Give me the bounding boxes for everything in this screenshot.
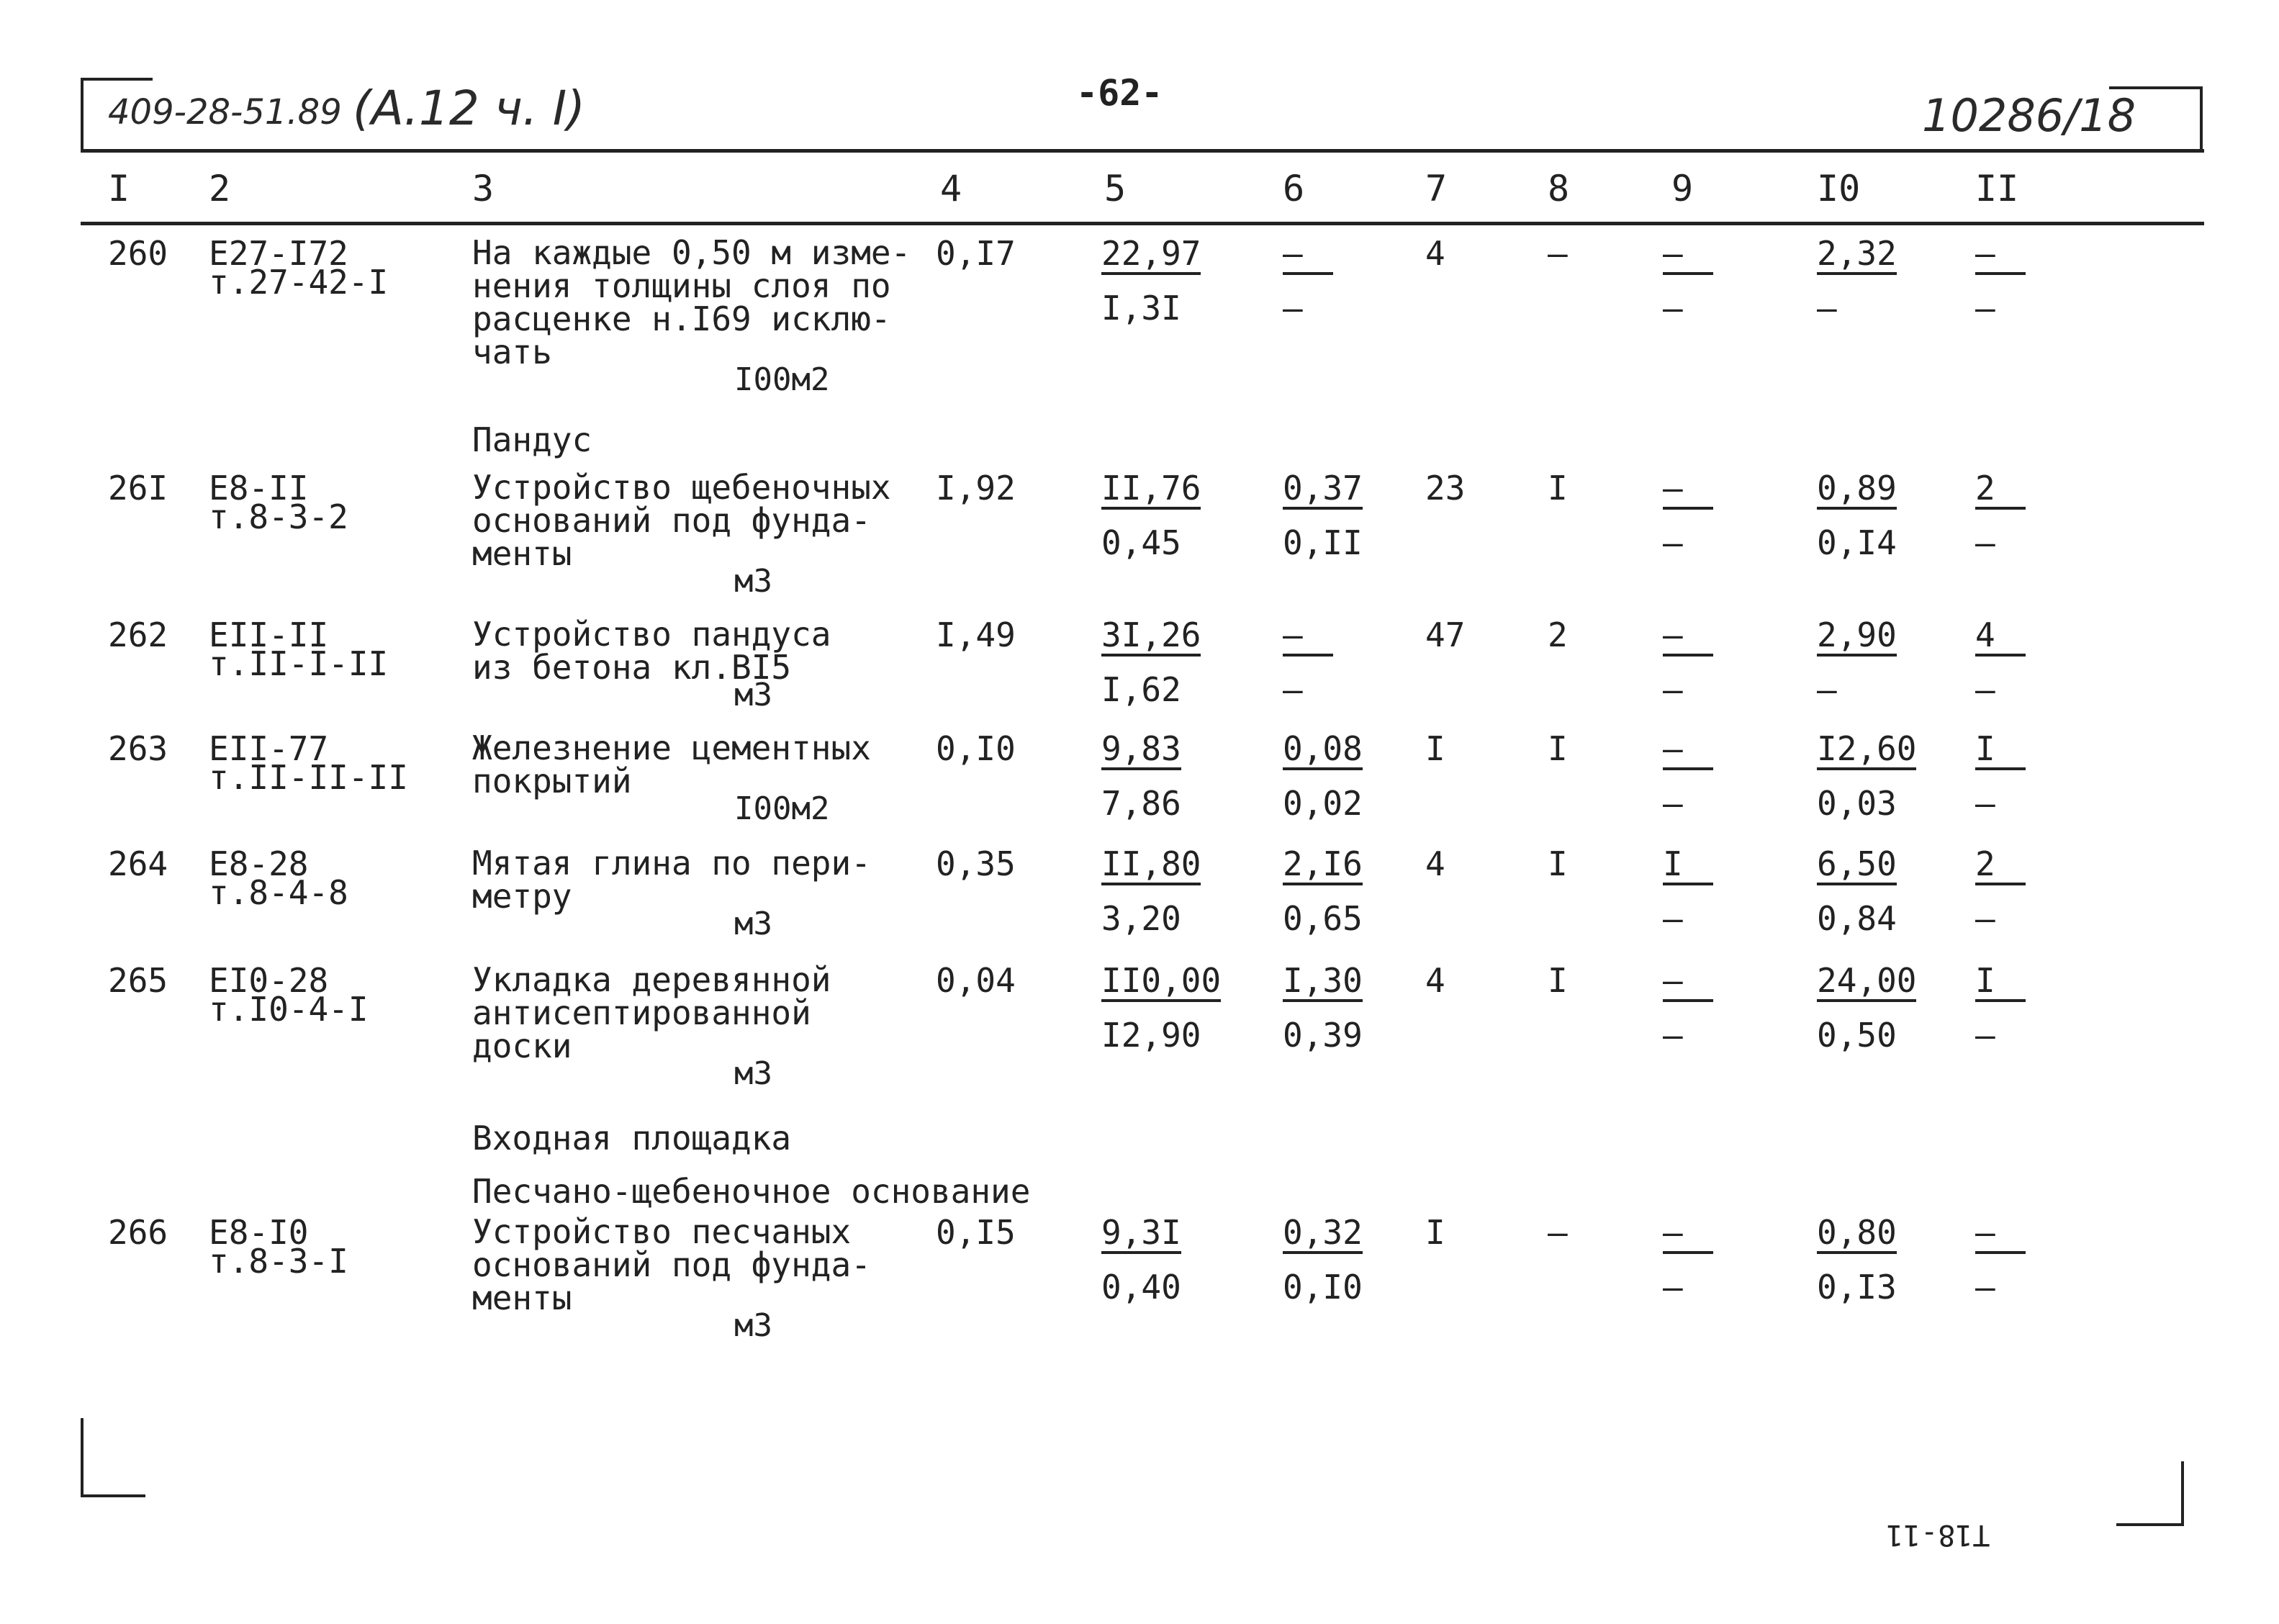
col-7-value: I bbox=[1425, 729, 1445, 768]
rate-code: Е8-II bbox=[209, 469, 309, 508]
cell-c5-numerator: 9,83 bbox=[1101, 731, 1181, 770]
cell-c10-numerator: I2,60 bbox=[1817, 731, 1916, 770]
section-entry: Входная площадка bbox=[472, 1119, 792, 1158]
cell-c9-denominator: – bbox=[1663, 1268, 1683, 1307]
col-header-10: I0 bbox=[1817, 168, 1861, 209]
cell-c5-denominator: I2,90 bbox=[1101, 1016, 1201, 1055]
quantity: 0,I0 bbox=[936, 729, 1016, 768]
col-header-3: 3 bbox=[472, 168, 495, 209]
cell-c6-numerator: 0,37 bbox=[1283, 471, 1363, 510]
cell-c5-denominator: I,62 bbox=[1101, 670, 1181, 709]
cell-c9-fraction bbox=[1663, 1213, 1713, 1307]
col-8-value: – bbox=[1548, 1213, 1568, 1252]
rate-table-ref: т.8-3-2 bbox=[209, 497, 348, 536]
col-header-5: 5 bbox=[1104, 168, 1127, 209]
cell-c11-denominator: – bbox=[1975, 1016, 1995, 1055]
work-description-line: из бетона кл.BI5 bbox=[472, 648, 792, 687]
measure-unit: м3 bbox=[734, 1055, 772, 1092]
cell-c11-numerator: – bbox=[1975, 1215, 2026, 1254]
cell-c6-denominator: 0,39 bbox=[1283, 1016, 1363, 1055]
cell-c6-fraction bbox=[1283, 844, 1363, 938]
cell-c10-fraction bbox=[1817, 615, 1897, 709]
row-number: 26I bbox=[108, 469, 168, 508]
cell-c5-denominator: 7,86 bbox=[1101, 784, 1181, 823]
cell-c5-numerator: II,80 bbox=[1101, 847, 1201, 885]
cell-c5-fraction bbox=[1101, 844, 1201, 938]
cell-c6-numerator: – bbox=[1283, 618, 1333, 657]
cell-c11-fraction bbox=[1975, 731, 2026, 821]
col-7-value: I bbox=[1425, 1213, 1445, 1252]
rate-table-ref: т.II-II-II bbox=[209, 758, 408, 797]
cell-c5-numerator: 3I,26 bbox=[1101, 618, 1201, 657]
cell-c10-numerator: 0,89 bbox=[1817, 471, 1897, 510]
cell-c10-fraction bbox=[1817, 1213, 1897, 1307]
measure-unit: м3 bbox=[734, 906, 772, 942]
cell-c11-numerator: 4 bbox=[1975, 618, 2026, 657]
rate-code: Е8-I0 bbox=[209, 1213, 309, 1252]
work-description-line: На каждые 0,50 м изме- bbox=[472, 233, 911, 272]
cell-c11-fraction bbox=[1975, 615, 2026, 709]
row-number: 260 bbox=[108, 234, 168, 273]
row-number: 262 bbox=[108, 615, 168, 654]
measure-unit: I00м2 bbox=[734, 790, 830, 827]
rate-table-ref: т.II-I-II bbox=[209, 644, 389, 683]
col-8-value: I bbox=[1548, 961, 1568, 1000]
col-7-value: 4 bbox=[1425, 234, 1445, 273]
rate-code: Е27-I72 bbox=[209, 234, 348, 273]
cell-c9-denominator: – bbox=[1663, 1016, 1683, 1055]
work-description-line: Укладка деревянной bbox=[472, 960, 831, 999]
work-description-line: покрытий bbox=[472, 762, 632, 800]
page-number: -62- bbox=[1076, 72, 1163, 114]
work-description-line: антисептированной bbox=[472, 993, 811, 1032]
cell-c5-denominator: I,3I bbox=[1101, 289, 1181, 328]
frame-right-bottom-h bbox=[2116, 1523, 2184, 1526]
row-number: 263 bbox=[108, 729, 168, 768]
rate-code: ЕI0-28 bbox=[209, 961, 329, 1000]
cell-c9-fraction bbox=[1663, 961, 1713, 1055]
doc-code: 409-28-51.89 bbox=[108, 92, 342, 132]
cell-c11-numerator: – bbox=[1975, 236, 2026, 275]
cell-c9-denominator: – bbox=[1663, 670, 1683, 709]
quantity: I,92 bbox=[936, 469, 1016, 508]
cell-c6-denominator: – bbox=[1283, 289, 1303, 328]
cell-c6-denominator: 0,02 bbox=[1283, 784, 1363, 823]
cell-c9-numerator: – bbox=[1663, 731, 1713, 770]
cell-c10-denominator: 0,I3 bbox=[1817, 1268, 1897, 1307]
cell-c6-numerator: I,30 bbox=[1283, 963, 1363, 1002]
reference-number: 10286/18 bbox=[1922, 89, 2136, 142]
col-header-1: I bbox=[108, 168, 130, 209]
cell-c11-denominator: – bbox=[1975, 1268, 1995, 1307]
cell-c5-denominator: 3,20 bbox=[1101, 899, 1181, 938]
quantity: 0,35 bbox=[936, 844, 1016, 883]
rate-table-ref: т.8-3-I bbox=[209, 1242, 348, 1281]
quantity: 0,04 bbox=[936, 961, 1016, 1000]
rate-code: Е8-28 bbox=[209, 844, 309, 883]
cell-c5-denominator: 0,45 bbox=[1101, 523, 1181, 562]
cell-c6-denominator: 0,II bbox=[1283, 523, 1363, 562]
cell-c6-numerator: 2,I6 bbox=[1283, 847, 1363, 885]
cell-c6-fraction bbox=[1283, 961, 1363, 1055]
cell-c10-denominator: 0,50 bbox=[1817, 1016, 1897, 1055]
col-8-value: I bbox=[1548, 844, 1568, 883]
cell-c6-numerator: – bbox=[1283, 236, 1333, 275]
frame-right-bottom bbox=[2181, 1461, 2184, 1526]
rate-table-ref: т.27-42-I bbox=[209, 263, 389, 302]
cell-c6-denominator: 0,65 bbox=[1283, 899, 1363, 938]
cell-c5-fraction bbox=[1101, 731, 1181, 821]
col-header-2: 2 bbox=[209, 168, 231, 209]
row-number: 266 bbox=[108, 1213, 168, 1252]
cell-c11-denominator: – bbox=[1975, 289, 1995, 328]
section-ramp: Пандус bbox=[472, 420, 592, 459]
cell-c9-numerator: I bbox=[1663, 847, 1713, 885]
cell-c5-numerator: 22,97 bbox=[1101, 236, 1201, 275]
work-description-line: Устройство пандуса bbox=[472, 615, 831, 654]
cell-c10-numerator: 24,00 bbox=[1817, 963, 1916, 1002]
cell-c9-fraction bbox=[1663, 731, 1713, 821]
cell-c11-denominator: – bbox=[1975, 670, 1995, 709]
cell-c9-fraction bbox=[1663, 615, 1713, 709]
cell-c9-denominator: – bbox=[1663, 899, 1683, 938]
section-sand-gravel: Песчано-щебеночное основание bbox=[472, 1172, 1031, 1211]
cell-c10-numerator: 2,90 bbox=[1817, 618, 1897, 657]
work-description-line: Устройство песчаных bbox=[472, 1212, 852, 1251]
cell-c10-fraction bbox=[1817, 731, 1916, 821]
cell-c9-numerator: – bbox=[1663, 618, 1713, 657]
doc-part: (А.12 ч. I) bbox=[353, 81, 586, 136]
measure-unit: м3 bbox=[734, 563, 772, 600]
frame-left-bottom bbox=[81, 1418, 84, 1497]
cell-c5-fraction bbox=[1101, 1213, 1181, 1307]
quantity: 0,I5 bbox=[936, 1213, 1016, 1252]
cell-c5-fraction bbox=[1101, 961, 1222, 1055]
col-8-value: 2 bbox=[1548, 615, 1568, 654]
cell-c10-denominator: 0,I4 bbox=[1817, 523, 1897, 562]
header-rule-bottom bbox=[81, 222, 2204, 225]
work-description-line: чать bbox=[472, 333, 552, 371]
cell-c11-numerator: 2 bbox=[1975, 471, 2026, 510]
work-description-line: расценке н.I69 исклю- bbox=[472, 299, 891, 338]
col-8-value: – bbox=[1548, 234, 1568, 273]
cell-c11-fraction bbox=[1975, 1213, 2026, 1307]
work-description-line: доски bbox=[472, 1027, 572, 1065]
rate-code: ЕII-II bbox=[209, 615, 329, 654]
cell-c5-numerator: 9,3I bbox=[1101, 1215, 1181, 1254]
cell-c11-denominator: – bbox=[1975, 899, 1995, 938]
col-header-11: II bbox=[1975, 168, 2019, 209]
col-7-value: 4 bbox=[1425, 844, 1445, 883]
cell-c10-numerator: 6,50 bbox=[1817, 847, 1897, 885]
cell-c5-fraction bbox=[1101, 234, 1201, 328]
rate-table-ref: т.8-4-8 bbox=[209, 873, 348, 912]
cell-c11-numerator: I bbox=[1975, 731, 2026, 770]
col-header-7: 7 bbox=[1425, 168, 1448, 209]
cell-c10-denominator: 0,03 bbox=[1817, 784, 1897, 823]
work-description-line: Мятая глина по пери- bbox=[472, 844, 871, 883]
cell-c11-numerator: 2 bbox=[1975, 847, 2026, 885]
footer-stamp: Т18-11 bbox=[1886, 1518, 1990, 1551]
cell-c9-fraction bbox=[1663, 471, 1713, 560]
work-description-line: менты bbox=[472, 534, 572, 573]
frame-left-top bbox=[81, 78, 84, 150]
cell-c11-numerator: I bbox=[1975, 963, 2026, 1002]
work-description-line: метру bbox=[472, 877, 572, 916]
quantity: 0,I7 bbox=[936, 234, 1016, 273]
cell-c9-numerator: – bbox=[1663, 1215, 1713, 1254]
col-header-4: 4 bbox=[940, 168, 962, 209]
cell-c10-denominator: – bbox=[1817, 670, 1837, 709]
cell-c9-denominator: – bbox=[1663, 289, 1683, 328]
work-description-line: оснований под фунда- bbox=[472, 501, 871, 540]
cell-c10-numerator: 0,80 bbox=[1817, 1215, 1897, 1254]
row-number: 264 bbox=[108, 844, 168, 883]
cell-c6-denominator: – bbox=[1283, 670, 1303, 709]
rate-table-ref: т.I0-4-I bbox=[209, 990, 369, 1029]
col-header-9: 9 bbox=[1671, 168, 1694, 209]
measure-unit: м3 bbox=[734, 1307, 772, 1344]
work-description-line: нения толщины слоя по bbox=[472, 266, 891, 305]
frame-left-top-h bbox=[81, 78, 153, 81]
measure-unit: I00м2 bbox=[734, 361, 830, 398]
cell-c6-numerator: 0,08 bbox=[1283, 731, 1363, 770]
cell-c9-numerator: – bbox=[1663, 471, 1713, 510]
col-7-value: 4 bbox=[1425, 961, 1445, 1000]
cell-c6-fraction bbox=[1283, 731, 1363, 821]
col-header-8: 8 bbox=[1548, 168, 1570, 209]
row-number: 265 bbox=[108, 961, 168, 1000]
cell-c5-fraction bbox=[1101, 615, 1201, 709]
work-description-line: Устройство щебеночных bbox=[472, 468, 891, 507]
cell-c6-fraction bbox=[1283, 471, 1363, 560]
cell-c11-fraction bbox=[1975, 961, 2026, 1055]
cell-c9-denominator: – bbox=[1663, 784, 1683, 823]
cell-c10-fraction bbox=[1817, 961, 1917, 1055]
col-7-value: 47 bbox=[1425, 615, 1466, 654]
cell-c9-fraction bbox=[1663, 234, 1713, 328]
rate-code: ЕII-77 bbox=[209, 729, 329, 768]
quantity: I,49 bbox=[936, 615, 1016, 654]
col-7-value: 23 bbox=[1425, 469, 1466, 508]
cell-c10-fraction bbox=[1817, 471, 1897, 560]
cell-c10-numerator: 2,32 bbox=[1817, 236, 1897, 275]
cell-c9-numerator: – bbox=[1663, 236, 1713, 275]
measure-unit: м3 bbox=[734, 677, 772, 713]
col-8-value: I bbox=[1548, 729, 1568, 768]
frame-right-top bbox=[2200, 86, 2203, 150]
frame-left-bottom-h bbox=[81, 1494, 145, 1497]
work-description-line: оснований под фунда- bbox=[472, 1245, 871, 1284]
cell-c10-fraction bbox=[1817, 234, 1897, 328]
cell-c10-denominator: 0,84 bbox=[1817, 899, 1897, 938]
cell-c11-denominator: – bbox=[1975, 523, 1995, 562]
work-description-line: менты bbox=[472, 1278, 572, 1317]
cell-c6-denominator: 0,I0 bbox=[1283, 1268, 1363, 1307]
cell-c5-fraction bbox=[1101, 471, 1201, 560]
cell-c9-denominator: – bbox=[1663, 523, 1683, 562]
cell-c10-fraction bbox=[1817, 844, 1897, 938]
header-rule-top bbox=[81, 149, 2204, 153]
cell-c5-numerator: II,76 bbox=[1101, 471, 1201, 510]
cell-c6-fraction bbox=[1283, 615, 1333, 709]
cell-c11-fraction bbox=[1975, 844, 2026, 938]
col-header-6: 6 bbox=[1283, 168, 1305, 209]
cell-c11-fraction bbox=[1975, 234, 2026, 328]
cell-c6-fraction bbox=[1283, 1213, 1363, 1307]
cell-c11-denominator: – bbox=[1975, 784, 1995, 823]
col-8-value: I bbox=[1548, 469, 1568, 508]
cell-c10-denominator: – bbox=[1817, 289, 1837, 328]
cell-c9-fraction bbox=[1663, 844, 1713, 938]
cell-c6-fraction bbox=[1283, 234, 1333, 328]
cell-c6-numerator: 0,32 bbox=[1283, 1215, 1363, 1254]
cell-c11-fraction bbox=[1975, 471, 2026, 560]
work-description-line: Железнение цементных bbox=[472, 728, 871, 767]
cell-c5-numerator: II0,00 bbox=[1101, 963, 1221, 1002]
cell-c9-numerator: – bbox=[1663, 963, 1713, 1002]
cell-c5-denominator: 0,40 bbox=[1101, 1268, 1181, 1307]
